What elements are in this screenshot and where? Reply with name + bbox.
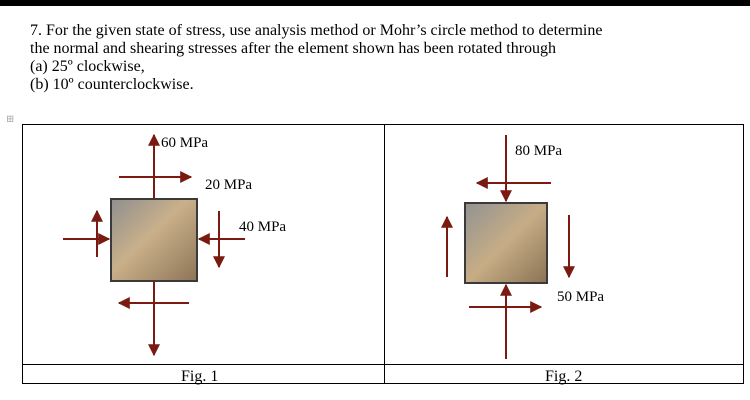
problem-part-b: (b) 10º counterclockwise. xyxy=(30,76,194,93)
figure-1-label-shear: 20 MPa xyxy=(205,177,253,193)
stress-element xyxy=(111,199,197,281)
figures-table xyxy=(22,124,744,384)
figure-1-label-normal-side: 40 MPa xyxy=(239,219,287,235)
problem-line-2: the normal and shearing stresses after the element shown has been rotated through xyxy=(30,40,557,57)
figure-1-label-normal-top: 60 MPa xyxy=(161,135,209,151)
problem-line-1: 7. For the given state of stress, use analysis method or Mohr’s circle method to determine xyxy=(30,22,603,39)
figure-1-caption: Fig. 1 xyxy=(181,368,219,385)
top-border xyxy=(0,0,750,6)
figure-2-label-shear: 50 MPa xyxy=(557,289,605,305)
figure-2-diagram xyxy=(385,127,743,361)
figure-2-panel xyxy=(385,127,743,361)
problem-statement xyxy=(30,22,730,94)
figure-1-diagram xyxy=(23,127,383,361)
stress-element xyxy=(465,203,547,283)
figure-1-panel xyxy=(23,127,383,361)
figure-2-label-normal-top: 80 MPa xyxy=(515,143,563,159)
problem-part-a: (a) 25º clockwise, xyxy=(30,58,145,75)
figure-2-caption: Fig. 2 xyxy=(545,368,583,385)
table-move-handle-icon[interactable]: ⊞ xyxy=(6,114,15,125)
table-row-divider xyxy=(23,364,743,365)
